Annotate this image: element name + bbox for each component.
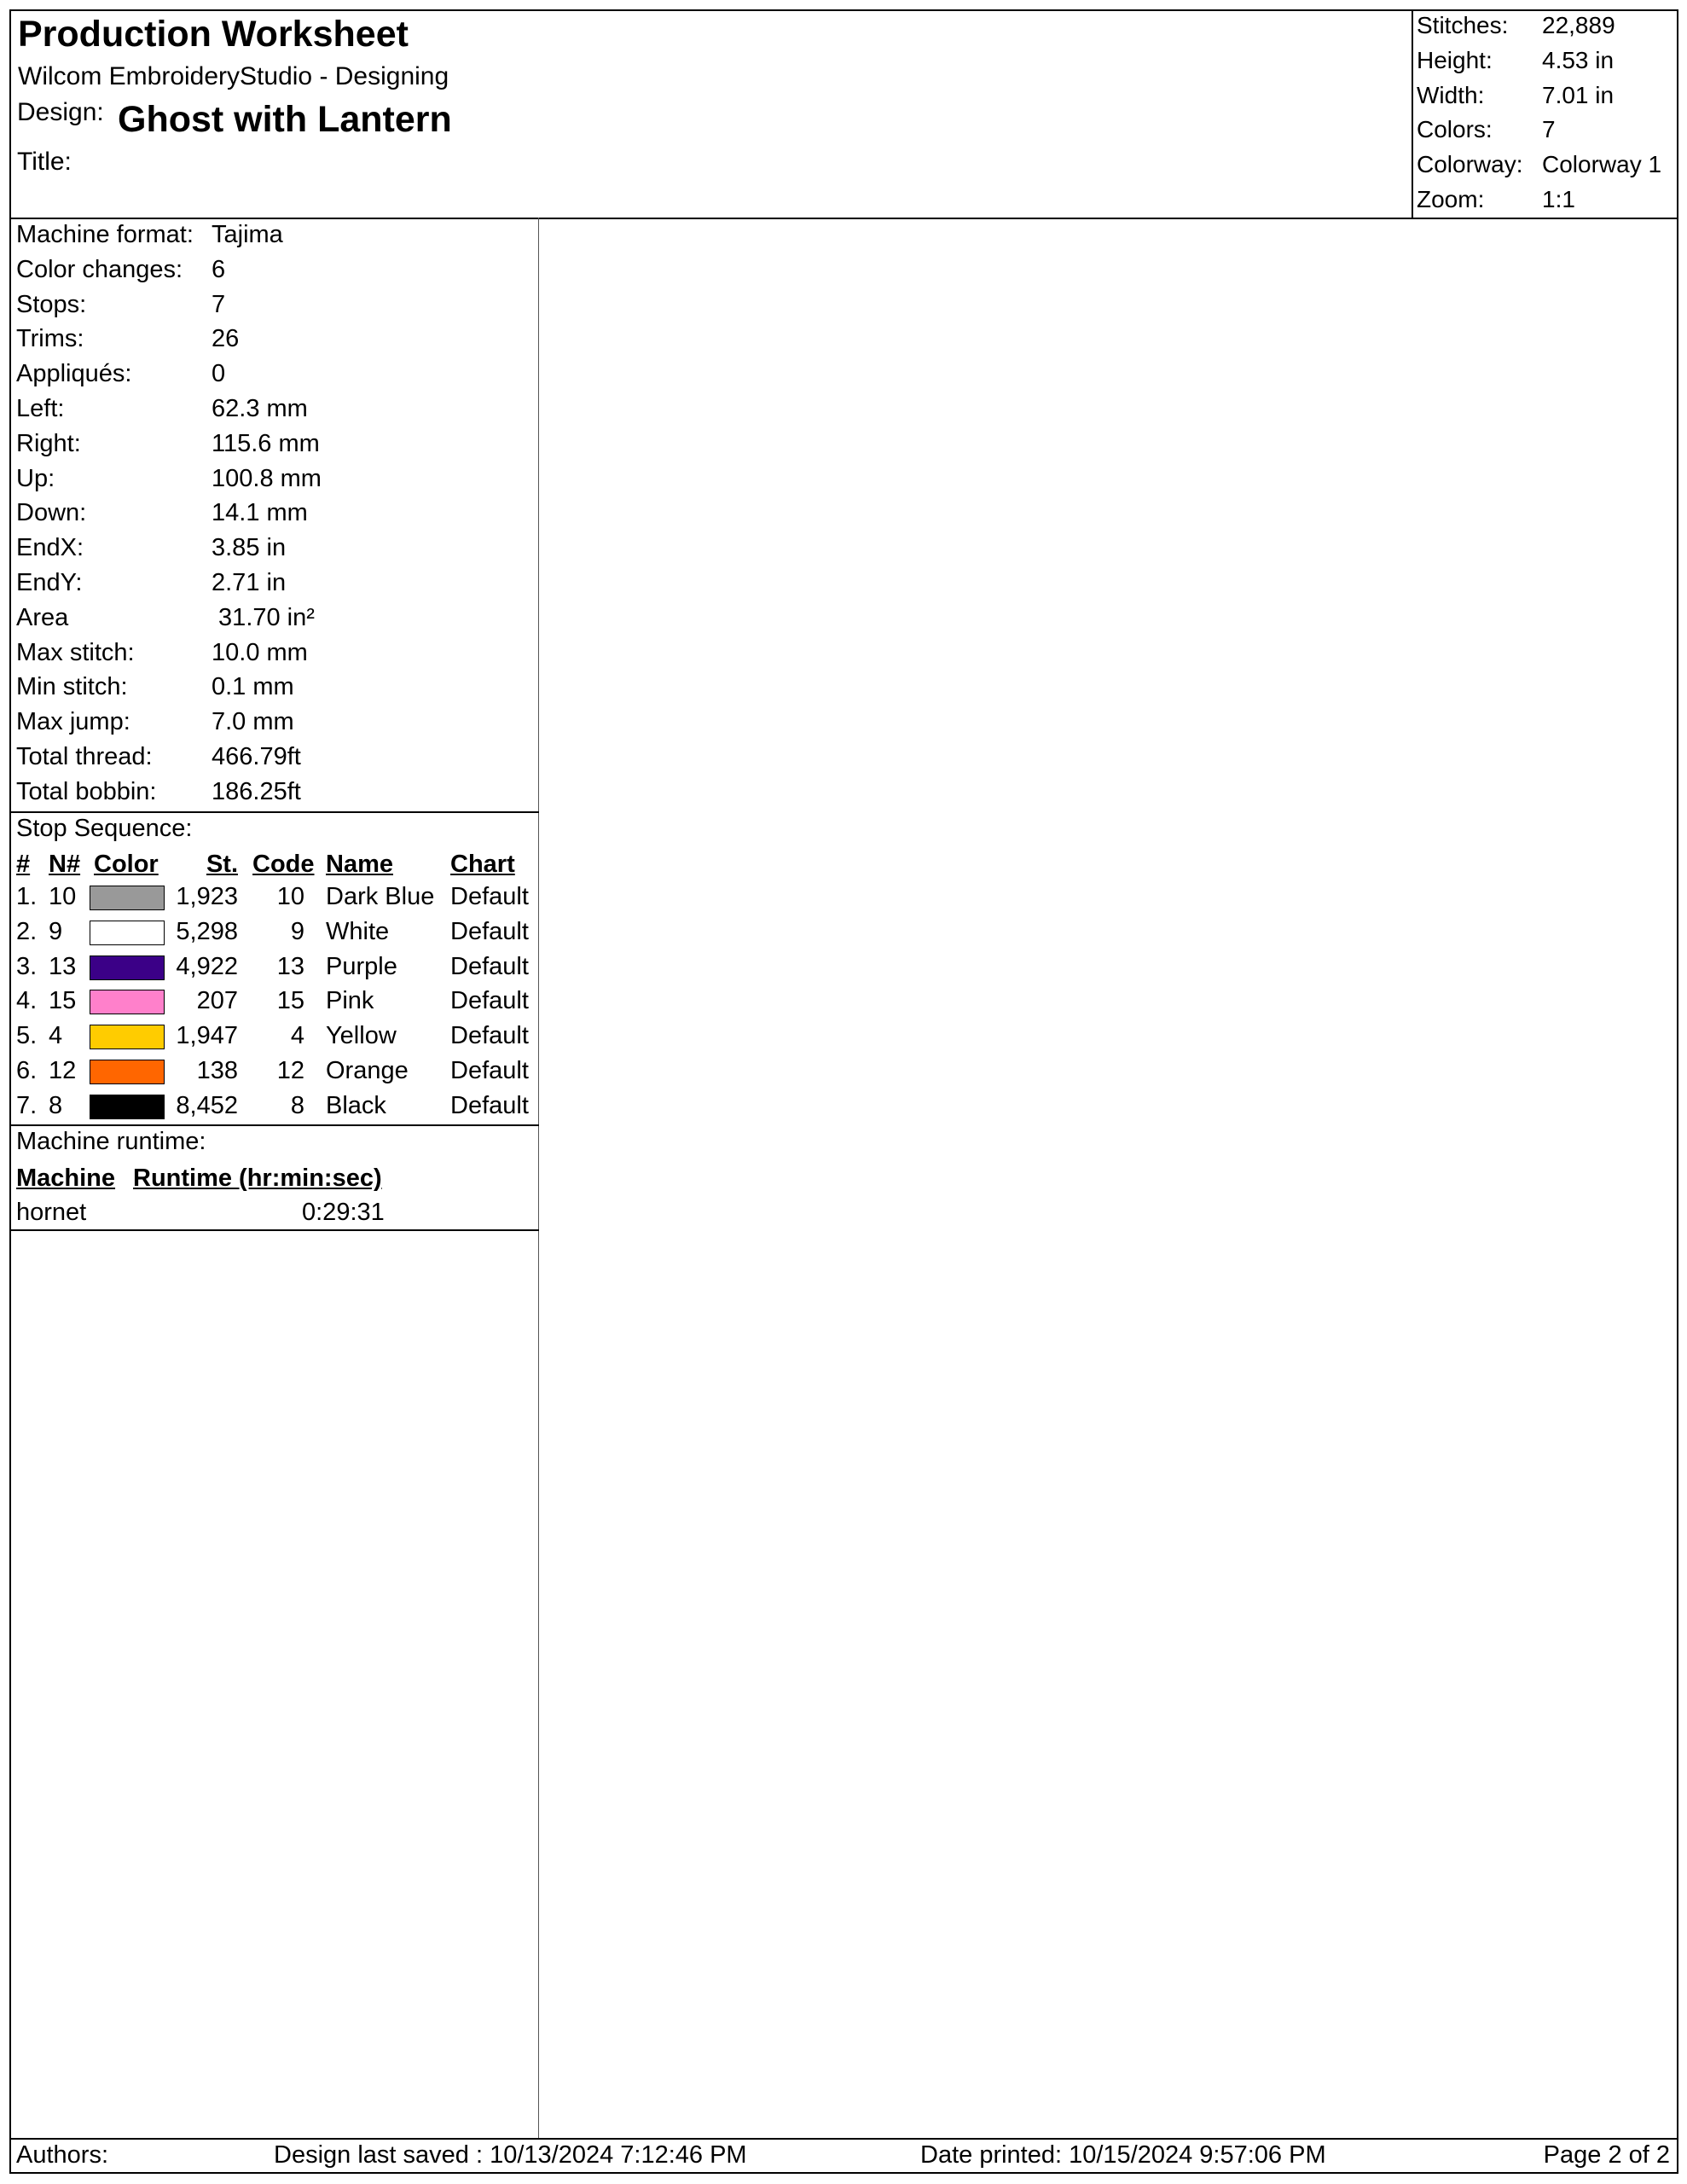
property-label: Color changes: <box>16 255 183 283</box>
thread-name: Pink <box>326 987 374 1015</box>
property-row <box>16 462 528 497</box>
property-row <box>16 636 528 671</box>
column-machine: Machine <box>16 1165 116 1192</box>
property-value: 31.70 in² <box>212 603 315 631</box>
property-value: 14.1 mm <box>212 499 308 527</box>
property-label: Down: <box>16 499 87 527</box>
color-swatch <box>90 1095 165 1119</box>
property-row <box>16 322 528 357</box>
design-name: Ghost with Lantern <box>118 99 452 140</box>
stop-sequence-row <box>16 1054 545 1089</box>
thread-code: 10 <box>276 883 304 910</box>
stop-number: 2. <box>16 917 38 945</box>
property-value: 186.25ft <box>212 777 301 805</box>
needle-number: 12 <box>49 1056 77 1084</box>
thread-chart: Default <box>450 987 529 1015</box>
property-row <box>16 288 528 322</box>
stat-label: Stitches: <box>1417 12 1509 38</box>
property-label: Stops: <box>16 290 87 318</box>
needle-number: 9 <box>49 917 63 945</box>
needle-number: 8 <box>49 1091 63 1119</box>
property-row <box>16 705 528 740</box>
thread-name: Yellow <box>326 1022 397 1050</box>
property-row <box>16 392 528 427</box>
stop-sequence-header <box>16 847 545 881</box>
column-name: Name <box>326 851 393 878</box>
stop-number: 6. <box>16 1056 38 1084</box>
property-label: Machine format: <box>16 221 194 248</box>
stop-number: 3. <box>16 952 38 980</box>
property-label: Total bobbin: <box>16 777 157 805</box>
design-label: Design: <box>17 98 104 126</box>
stop-sequence-row <box>16 1089 545 1124</box>
stat-label: Height: <box>1417 46 1493 73</box>
color-swatch <box>90 956 165 980</box>
property-value: Tajima <box>212 221 283 248</box>
color-swatch <box>90 921 165 945</box>
stats-divider <box>1412 9 1413 218</box>
runtime-label: Machine runtime: <box>16 1128 206 1155</box>
thread-name: Dark Blue <box>326 883 435 910</box>
needle-number: 15 <box>49 987 77 1015</box>
stat-value: 7.01 in <box>1542 81 1615 108</box>
property-value: 100.8 mm <box>212 464 322 492</box>
property-row <box>16 740 528 775</box>
property-value: 0.1 mm <box>212 673 294 701</box>
machine-name: hornet <box>16 1199 87 1226</box>
property-label: Up: <box>16 464 55 492</box>
property-label: Max jump: <box>16 708 130 736</box>
property-label: Right: <box>16 429 81 457</box>
property-row <box>16 531 528 566</box>
design-stats <box>1417 9 1673 218</box>
stop-sequence-rows <box>16 880 545 1124</box>
worksheet-title: Production Worksheet <box>18 14 409 55</box>
date-printed: Date printed: 10/15/2024 9:57:06 PM <box>920 2141 1326 2169</box>
property-label: Min stitch: <box>16 673 128 701</box>
panel-divider <box>538 218 539 2138</box>
needle-number: 13 <box>49 952 77 980</box>
property-row <box>16 427 528 462</box>
column-chart: Chart <box>450 851 515 878</box>
thread-chart: Default <box>450 917 529 945</box>
stitch-count: 207 <box>196 987 238 1015</box>
thread-code: 8 <box>290 1091 304 1119</box>
stop-sequence-row <box>16 984 545 1019</box>
property-value: 466.79ft <box>212 742 301 770</box>
stop-number: 1. <box>16 883 38 910</box>
color-swatch <box>90 1025 165 1049</box>
page-footer <box>11 2138 1677 2172</box>
last-saved: Design last saved : 10/13/2024 7:12:46 PM <box>274 2141 747 2169</box>
property-row <box>16 775 528 810</box>
property-value: 0 <box>212 360 226 388</box>
machine-properties <box>16 218 528 810</box>
runtime-row <box>16 1195 391 1229</box>
thread-code: 9 <box>290 917 304 945</box>
page-number: Page 2 of 2 <box>1543 2141 1670 2169</box>
stat-value: 1:1 <box>1542 185 1575 212</box>
color-swatch <box>90 990 165 1014</box>
stitch-count: 1,947 <box>176 1022 238 1050</box>
stitch-count: 138 <box>196 1056 238 1084</box>
needle-number: 10 <box>49 883 77 910</box>
property-value: 10.0 mm <box>212 638 308 666</box>
property-row <box>16 357 528 392</box>
stop-sequence-row <box>16 1019 545 1054</box>
property-row <box>16 218 528 253</box>
property-row <box>16 566 528 601</box>
column-runtime: Runtime (hr:min:sec) <box>133 1165 382 1192</box>
column-color: Color <box>94 851 159 878</box>
thread-chart: Default <box>450 1091 529 1119</box>
thread-chart: Default <box>450 883 529 910</box>
property-row <box>16 601 528 636</box>
property-label: Left: <box>16 394 65 422</box>
stop-number: 7. <box>16 1091 38 1119</box>
property-row <box>16 496 528 531</box>
thread-name: Black <box>326 1091 386 1119</box>
software-name: Wilcom EmbroideryStudio - Designing <box>18 62 449 90</box>
property-value: 26 <box>212 325 240 353</box>
property-label: EndX: <box>16 534 84 562</box>
property-label: EndY: <box>16 568 83 596</box>
stat-value: 7 <box>1542 116 1556 143</box>
thread-code: 4 <box>290 1022 304 1050</box>
thread-code: 13 <box>276 952 304 980</box>
stop-number: 5. <box>16 1022 38 1050</box>
thread-name: Orange <box>326 1056 409 1084</box>
thread-chart: Default <box>450 952 529 980</box>
stop-number: 4. <box>16 987 38 1015</box>
property-label: Area <box>16 603 69 631</box>
machine-runtime: 0:29:31 <box>302 1199 385 1226</box>
property-value: 6 <box>212 255 226 283</box>
property-label: Total thread: <box>16 742 153 770</box>
property-value: 7.0 mm <box>212 708 294 736</box>
column-stitches: St. <box>206 851 238 878</box>
stat-row <box>1417 78 1673 113</box>
property-value: 62.3 mm <box>212 394 308 422</box>
authors-label: Authors: <box>16 2141 108 2169</box>
property-row <box>16 253 528 288</box>
needle-number: 4 <box>49 1022 63 1050</box>
stitch-count: 1,923 <box>176 883 238 910</box>
title-label: Title: <box>17 148 72 176</box>
stop-sequence-row <box>16 950 545 985</box>
stat-row <box>1417 113 1673 148</box>
thread-code: 15 <box>276 987 304 1015</box>
stitch-count: 8,452 <box>176 1091 238 1119</box>
stat-value: 22,889 <box>1542 12 1615 38</box>
property-label: Trims: <box>16 325 84 353</box>
thread-name: White <box>326 917 390 945</box>
property-value: 115.6 mm <box>212 429 320 457</box>
stat-row <box>1417 9 1673 44</box>
property-label: Appliqués: <box>16 360 132 388</box>
property-value: 3.85 in <box>212 534 287 562</box>
property-value: 7 <box>212 290 226 318</box>
stat-label: Colorway: <box>1417 151 1523 178</box>
thread-chart: Default <box>450 1056 529 1084</box>
column-number: # <box>16 851 31 878</box>
stat-row <box>1417 183 1673 218</box>
stitch-count: 4,922 <box>176 952 238 980</box>
color-swatch <box>90 1060 165 1084</box>
color-swatch <box>90 886 165 910</box>
thread-chart: Default <box>450 1022 529 1050</box>
stat-value: Colorway 1 <box>1542 151 1662 178</box>
runtime-divider <box>9 1229 539 1231</box>
stat-label: Colors: <box>1417 116 1493 143</box>
thread-name: Purple <box>326 952 397 980</box>
stat-row <box>1417 148 1673 183</box>
column-needle: N# <box>49 851 81 878</box>
stop-sequence-label: Stop Sequence: <box>16 815 193 842</box>
stitch-count: 5,298 <box>176 917 238 945</box>
thread-code: 12 <box>276 1056 304 1084</box>
stat-label: Zoom: <box>1417 185 1485 212</box>
stop-sequence-row <box>16 880 545 915</box>
stat-label: Width: <box>1417 81 1485 108</box>
stop-sequence-row <box>16 915 545 950</box>
property-value: 2.71 in <box>212 568 287 596</box>
property-row <box>16 670 528 705</box>
stat-row <box>1417 44 1673 78</box>
property-label: Max stitch: <box>16 638 135 666</box>
stat-value: 4.53 in <box>1542 46 1615 73</box>
column-code: Code <box>252 851 315 878</box>
